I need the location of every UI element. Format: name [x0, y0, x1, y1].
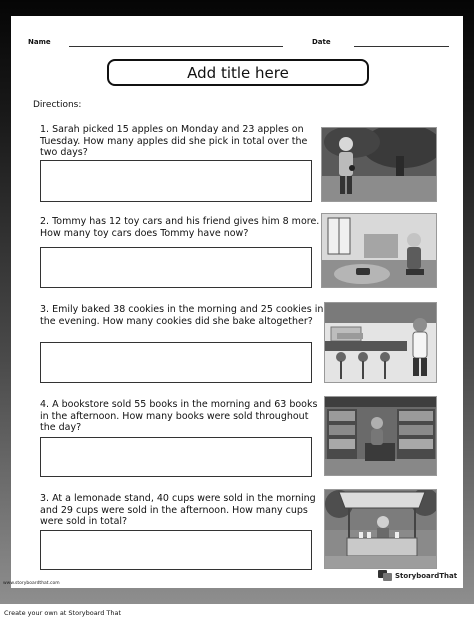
illustration-lemonade-stand: [324, 489, 437, 569]
orchard-scene-icon: [322, 128, 437, 202]
illustration-bookstore: [324, 396, 437, 476]
page-title: Add title here: [187, 63, 289, 82]
answer-box-2[interactable]: [40, 247, 312, 288]
answer-box-3[interactable]: [40, 342, 312, 383]
lemonade-stand-scene-icon: [325, 490, 437, 569]
illustration-kitchen: [324, 302, 437, 383]
kitchen-scene-icon: [325, 303, 437, 383]
question-4-text: 4. A bookstore sold 55 books in the morning and 63 books in the afternoon. How many books were sold throughout the day?: [40, 399, 318, 433]
logo-text: StoryboardThat: [395, 571, 458, 580]
credit-text: Create your own at Storyboard That: [4, 609, 122, 617]
bookstore-scene-icon: [325, 397, 437, 476]
answer-box-1[interactable]: [40, 160, 312, 202]
title-box[interactable]: [107, 59, 369, 86]
toy-room-scene-icon: [322, 214, 437, 288]
name-line[interactable]: [69, 46, 283, 47]
question-1-text: 1. Sarah picked 15 apples on Monday and 23 apples on Tuesday. How many apples did she pick in total over the two days?: [40, 124, 308, 158]
worksheet-page: [11, 16, 463, 588]
question-3-text: 3. Emily baked 38 cookies in the morning and 25 cookies in the evening. How many cookies did she bake altogether?: [40, 304, 324, 327]
storyboard-logo-icon: [378, 570, 392, 581]
footer-url[interactable]: www.storyboardthat.com: [3, 581, 60, 586]
directions-label: Directions:: [33, 100, 82, 110]
date-line[interactable]: [354, 46, 449, 47]
question-5-text: 3. At a lemonade stand, 40 cups were sold in the morning and 29 cups were sold in the afternoon. How many cups were sold in total?: [40, 493, 316, 527]
date-label: Date: [312, 38, 331, 46]
illustration-toy-room: [321, 213, 437, 288]
answer-box-5[interactable]: [40, 530, 312, 570]
storyboardthat-logo[interactable]: [378, 570, 457, 581]
illustration-apple-orchard: [321, 127, 437, 202]
name-label: Name: [28, 38, 51, 46]
question-2-text: 2. Tommy has 12 toy cars and his friend gives him 8 more. How many toy cars does Tommy have now?: [40, 216, 320, 239]
answer-box-4[interactable]: [40, 437, 312, 477]
